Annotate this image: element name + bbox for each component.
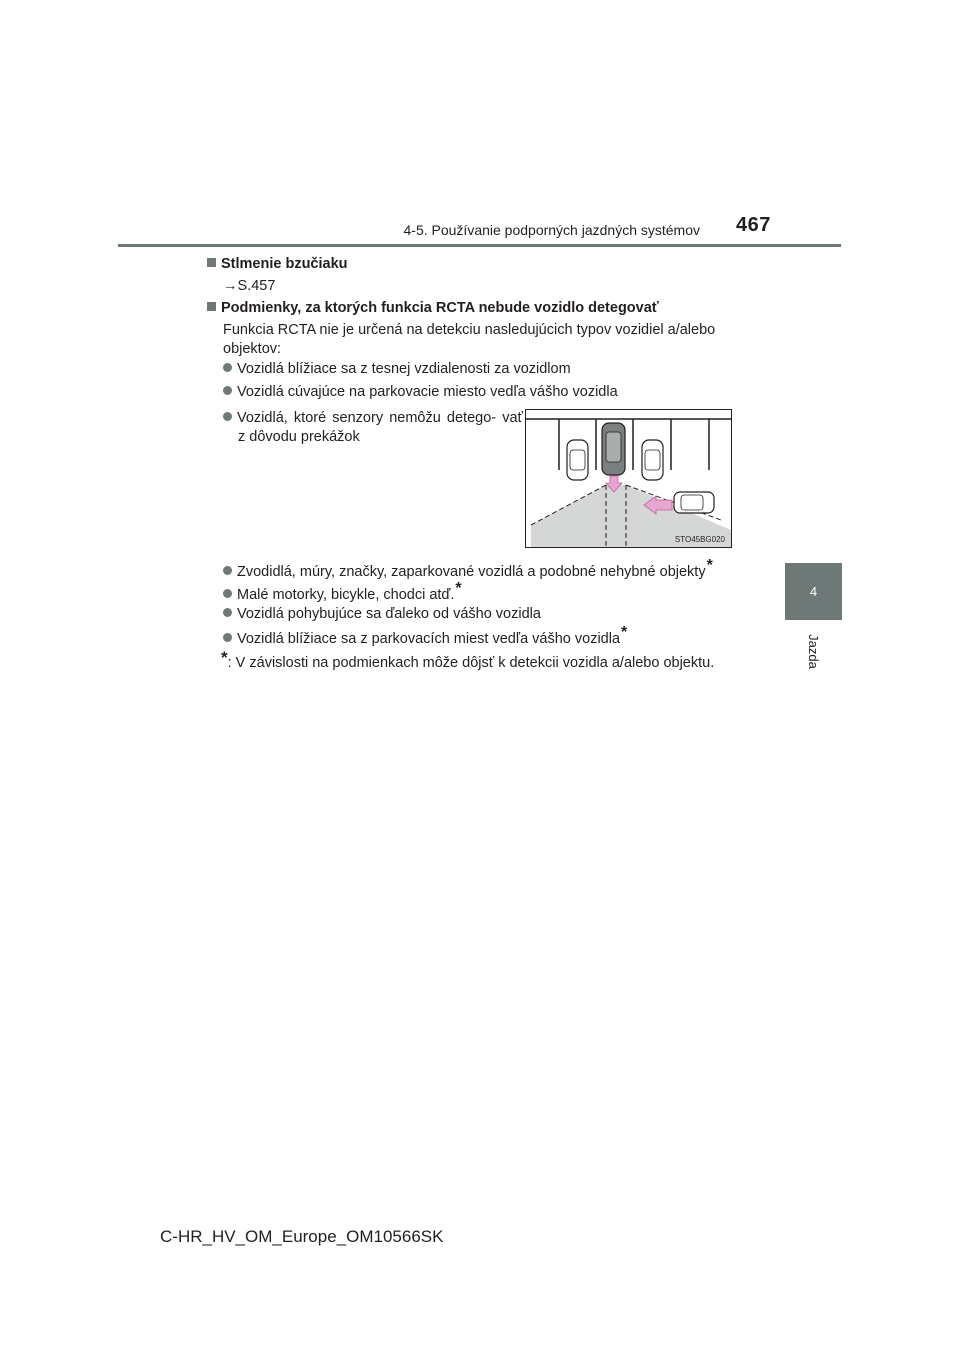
list-item-text: Vozidlá blížiace sa z parkovacích miest vedľa vášho vozidla	[237, 631, 621, 647]
list-item	[223, 624, 778, 649]
square-bullet-icon	[207, 302, 216, 311]
section-heading: Stlmenie bzučiaku	[221, 256, 348, 272]
chapter-tab-label-text: Jazda	[805, 633, 821, 669]
bullet-dot-icon	[223, 589, 232, 598]
section-buzzer-heading	[207, 255, 762, 274]
list-item	[223, 557, 778, 582]
asterisk-mark: *	[455, 580, 462, 597]
list-item	[223, 580, 778, 605]
list-item	[223, 605, 778, 624]
section-intro: Funkcia RCTA nie je určená na detekciu nasledujúcich typov vozidiel a/alebo objektov:	[223, 322, 716, 358]
list-item	[223, 409, 523, 448]
footnote-text: : V závislosti na podmienkach môže dôjsť k detekcii vozidla a/alebo objektu.	[227, 655, 715, 671]
bullet-dot-icon	[223, 386, 232, 395]
list-item-text: Vozidlá pohybujúce sa ďaleko od vášho vozidla	[237, 606, 541, 622]
bullet-dot-icon	[223, 566, 232, 575]
asterisk-mark: *	[706, 557, 713, 574]
bullet-dot-icon	[223, 608, 232, 617]
list-item	[223, 383, 778, 402]
parking-diagram-svg	[526, 410, 731, 547]
section-heading: Podmienky, za ktorých funkcia RCTA nebude vozidlo detegovať	[221, 300, 659, 316]
bullet-dot-icon	[223, 412, 232, 421]
header-rule	[118, 244, 841, 247]
footer-doc-code: C-HR_HV_OM_Europe_OM10566SK	[160, 1227, 444, 1246]
square-bullet-icon	[207, 258, 216, 267]
section-reference: →S.457	[223, 278, 276, 294]
asterisk-mark: *	[621, 624, 628, 641]
bullet-dot-icon	[223, 633, 232, 642]
chapter-tab-label	[785, 626, 842, 676]
list-item	[223, 360, 778, 379]
footnote-asterisk: *	[221, 648, 228, 667]
bullet-dot-icon	[223, 363, 232, 372]
list-item-text: Vozidlá, ktoré senzory nemôžu detego- vať z dôvodu prekážok	[237, 410, 523, 446]
rcta-illustration	[525, 409, 732, 548]
figure-code: STO45BG020	[674, 535, 725, 544]
running-header-section: 4-5. Používanie podporných jazdných systémov	[403, 222, 700, 238]
list-item-text: Malé motorky, bicykle, chodci atď.	[237, 587, 455, 603]
section-rcta-heading	[207, 299, 762, 318]
page-number: 467	[736, 214, 771, 236]
list-item-text: Vozidlá cúvajúce na parkovacie miesto vedľa vášho vozidla	[237, 384, 618, 400]
footnote	[221, 648, 781, 674]
chapter-tab-number: 4	[785, 563, 842, 620]
list-item-text: Vozidlá blížiace sa z tesnej vzdialenosti za vozidlom	[237, 361, 571, 377]
list-item-text: Zvodidlá, múry, značky, zaparkované vozidlá a podobné nehybné objekty	[237, 564, 706, 580]
